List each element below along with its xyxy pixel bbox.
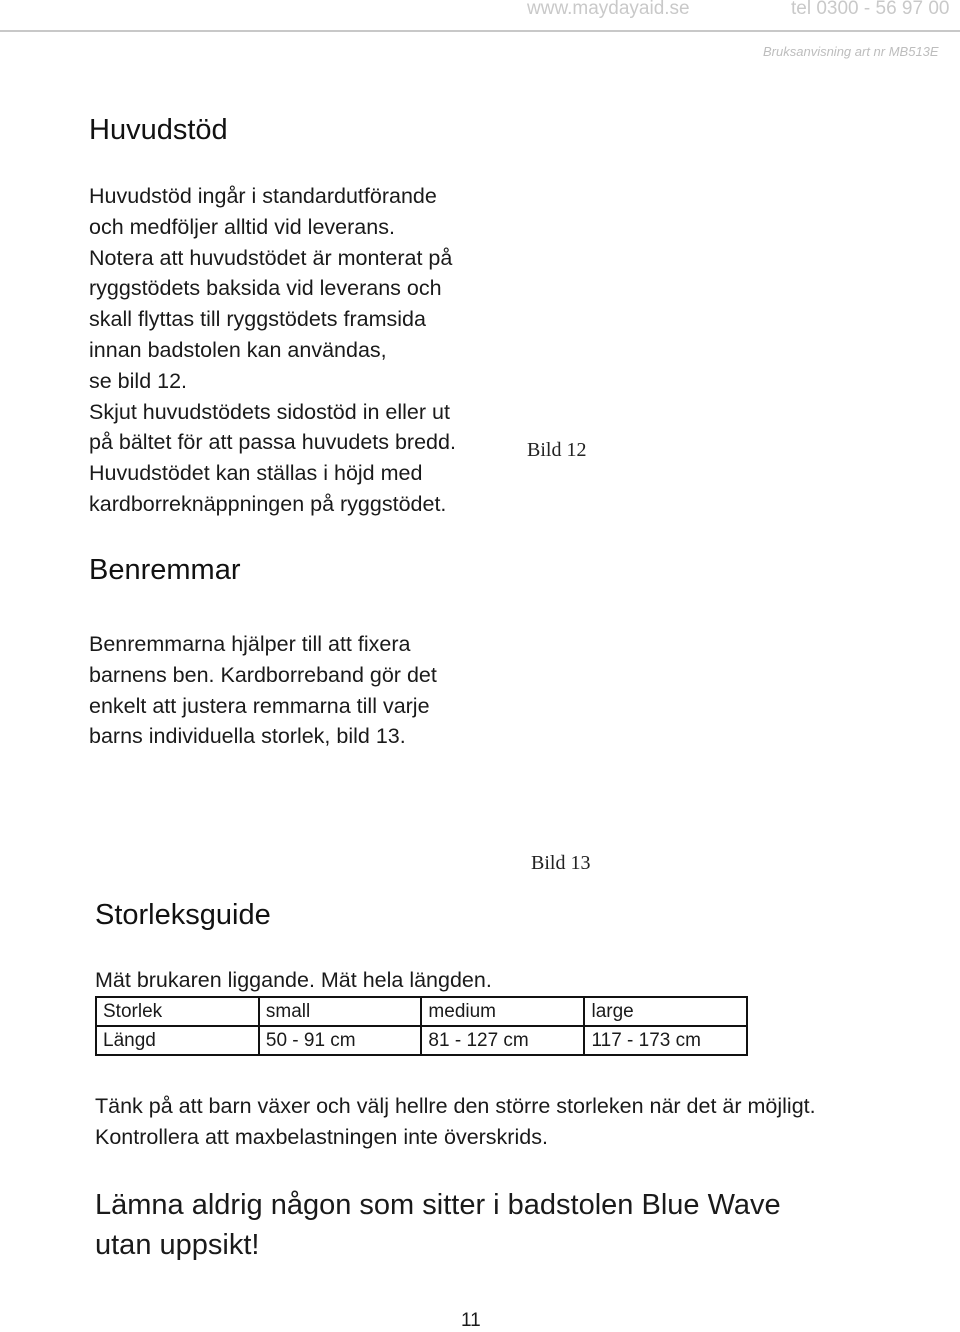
table-row: [96, 997, 747, 1026]
header-divider: [0, 30, 960, 32]
text-line: Tänk på att barn växer och välj hellre den större storleken när det är möjligt.: [95, 1094, 816, 1118]
table-cell: Längd: [96, 1026, 259, 1055]
head-support-text: [89, 181, 529, 520]
text-line: Huvudstödet kan ställas i höjd med: [89, 461, 423, 486]
section-title-head-support: Huvudstöd: [89, 114, 228, 146]
text-line: på bältet för att passa huvudets bredd.: [89, 430, 456, 455]
table-row: [96, 1026, 747, 1055]
text-line: och medföljer alltid vid leverans.: [89, 214, 395, 239]
section-title-leg-straps: Benremmar: [89, 554, 241, 586]
table-cell: 117 - 173 cm: [584, 1026, 747, 1055]
section-title-size-guide: Storleksguide: [95, 899, 271, 931]
text-line: enkelt att justera remmarna till varje: [89, 693, 430, 718]
warning-line: utan uppsikt!: [95, 1229, 260, 1261]
header-manual-number: Bruksanvisning art nr MB513E: [763, 44, 939, 59]
table-cell: large: [584, 997, 747, 1026]
page-number: 11: [461, 1310, 481, 1331]
figure-caption-12: Bild 12: [527, 439, 587, 461]
text-line: barnens ben. Kardborreband gör det: [89, 662, 437, 687]
table-cell: 81 - 127 cm: [421, 1026, 584, 1055]
warning-line: Lämna aldrig någon som sitter i badstolen Blue Wave: [95, 1189, 781, 1221]
size-table: [95, 996, 748, 1056]
figure-caption-13: Bild 13: [531, 852, 591, 874]
text-line: ryggstödets baksida vid leverans och: [89, 276, 442, 301]
leg-straps-text: [89, 629, 529, 752]
text-line: kardborreknäppningen på ryggstödet.: [89, 491, 447, 516]
supervision-warning: [95, 1185, 781, 1265]
table-cell: small: [259, 997, 422, 1026]
text-line: se bild 12.: [89, 368, 188, 393]
table-cell: medium: [421, 997, 584, 1026]
text-line: Huvudstöd ingår i standardutförande: [89, 184, 437, 208]
size-guide-instruction: Mät brukaren liggande. Mät hela längden.: [95, 968, 492, 992]
table-cell: 50 - 91 cm: [259, 1026, 422, 1055]
size-guide-notes: [95, 1091, 816, 1153]
text-line: skall flyttas till ryggstödets framsida: [89, 307, 426, 332]
text-line: Kontrollera att maxbelastningen inte överskrids.: [95, 1124, 548, 1149]
text-line: barns individuella storlek, bild 13.: [89, 724, 406, 749]
header-website: www.maydayaid.se: [527, 0, 690, 19]
text-line: Skjut huvudstödets sidostöd in eller ut: [89, 399, 450, 424]
text-line: Benremmarna hjälper till att fixera: [89, 632, 411, 656]
table-cell: Storlek: [96, 997, 259, 1026]
text-line: Notera att huvudstödet är monterat på: [89, 245, 453, 270]
text-line: innan badstolen kan användas,: [89, 337, 387, 362]
header-phone: tel 0300 - 56 97 00: [791, 0, 950, 19]
